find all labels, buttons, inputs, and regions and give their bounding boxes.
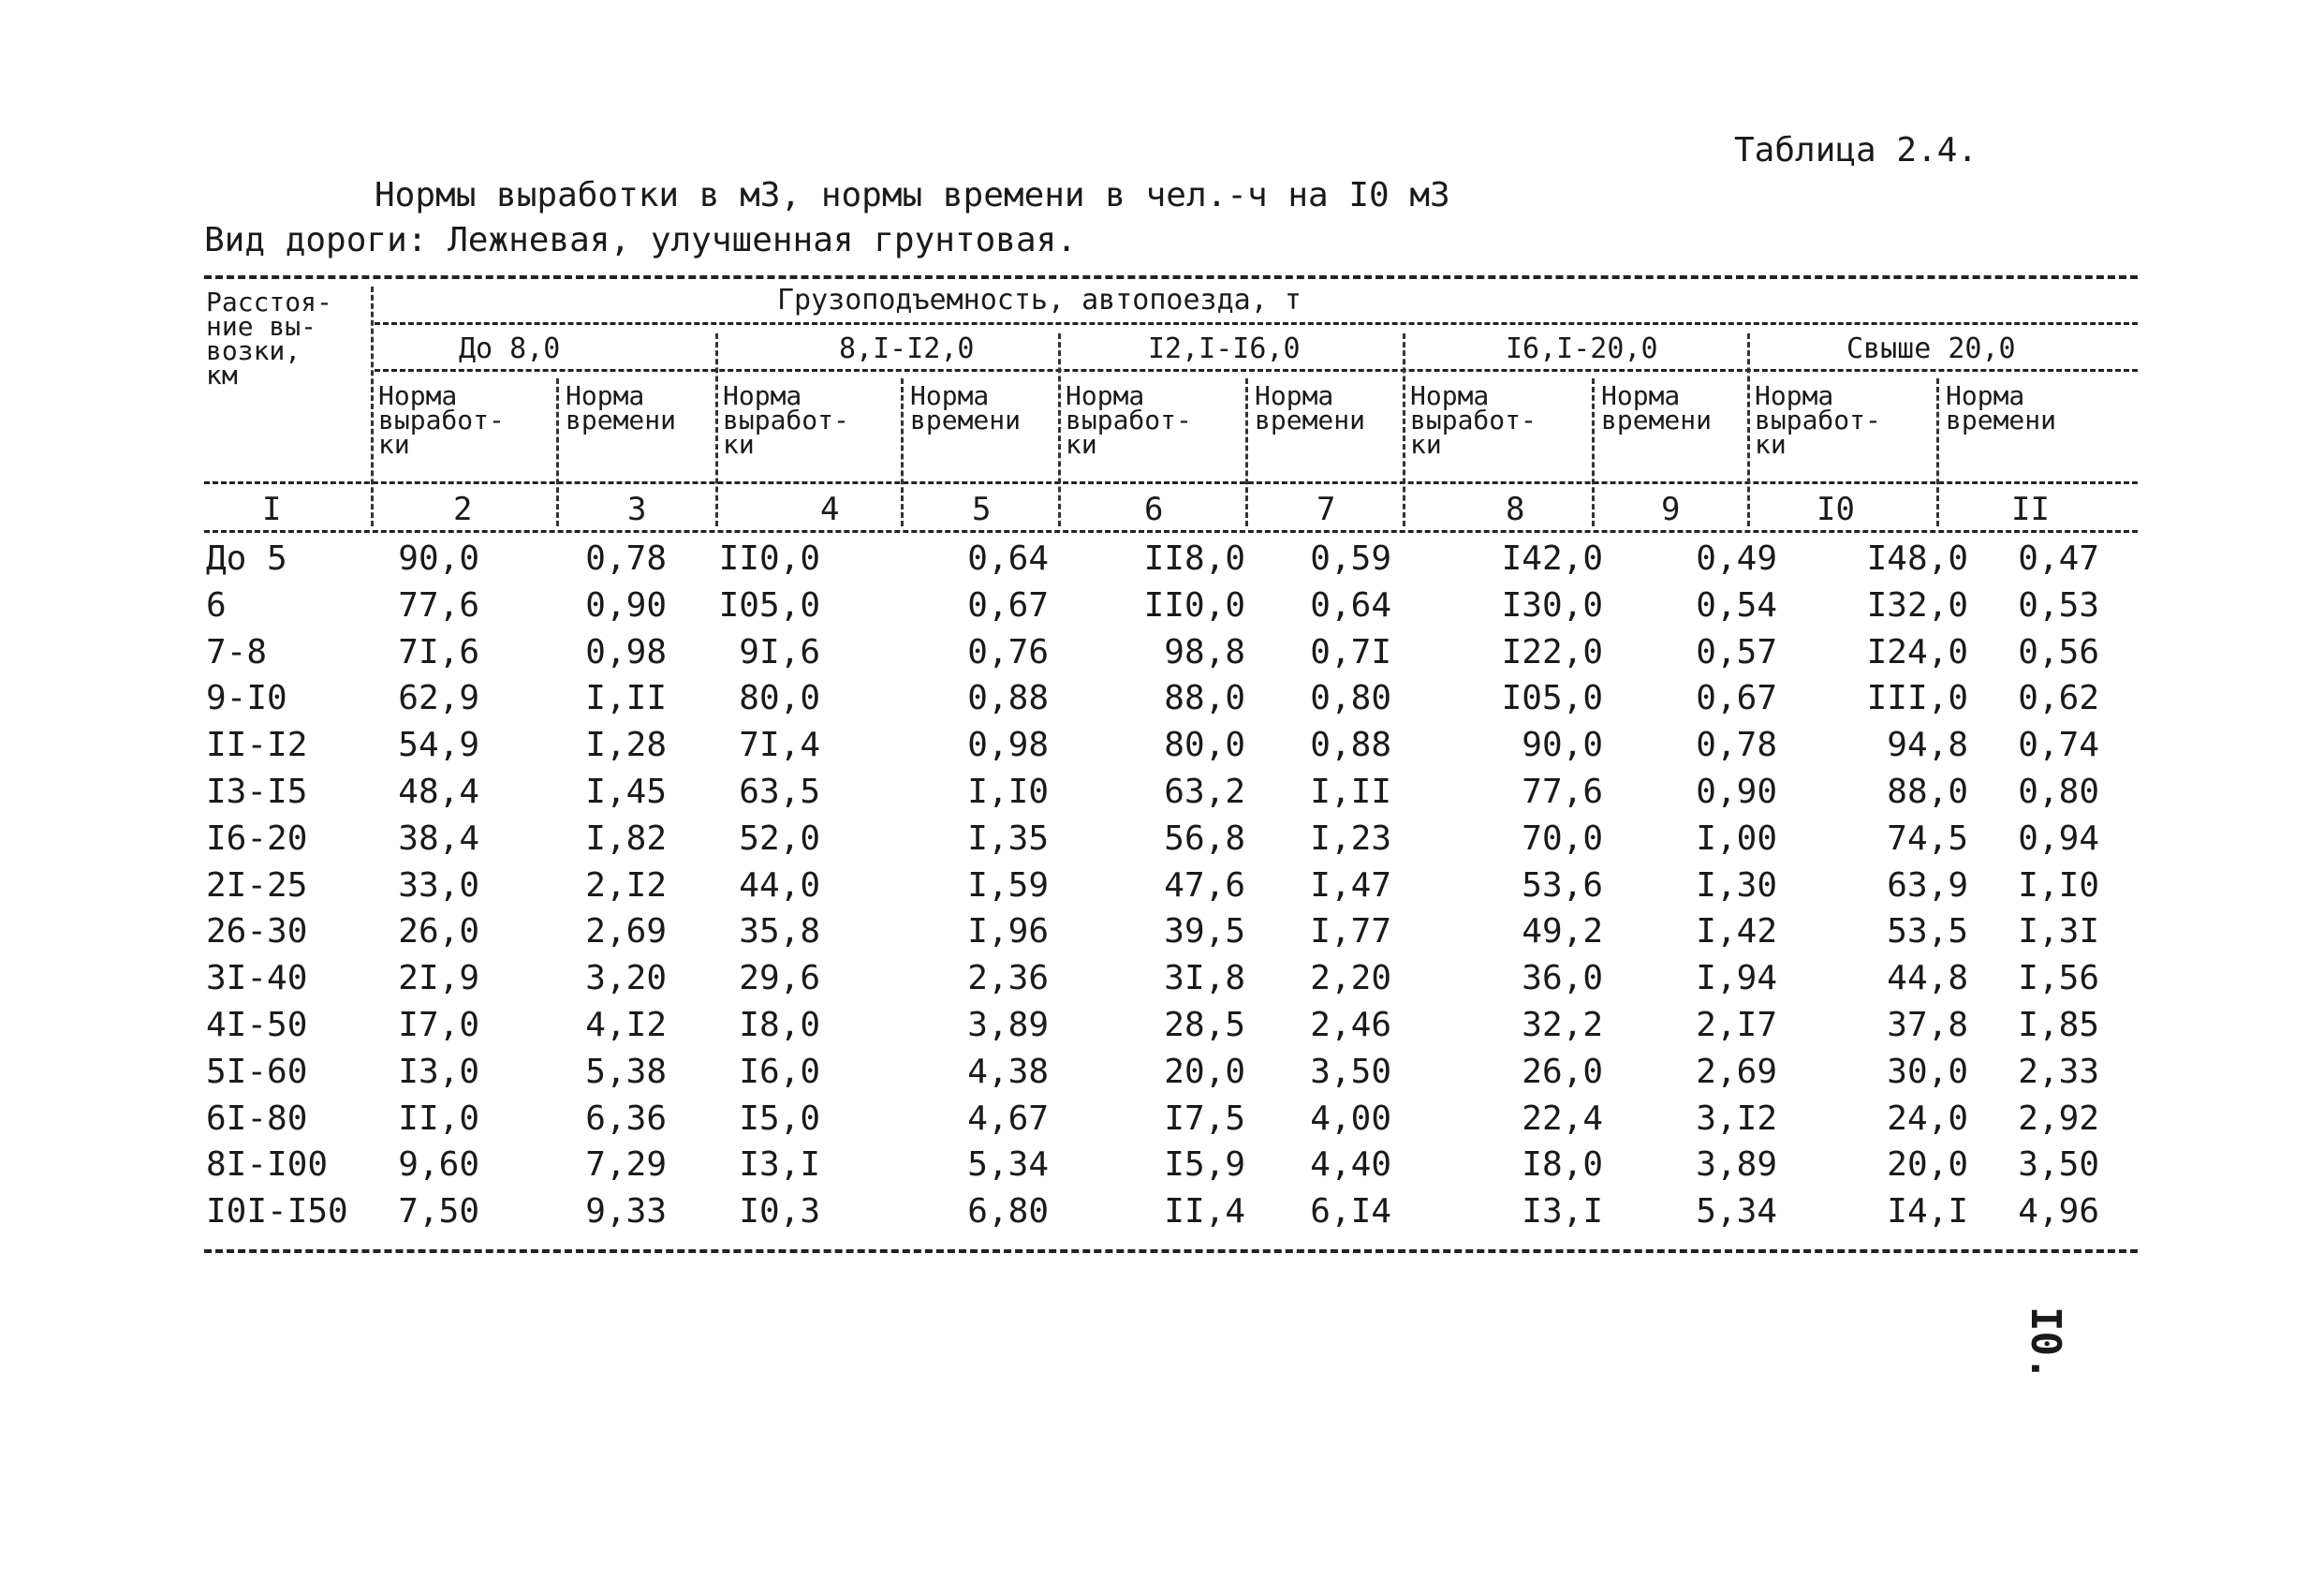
row-distance: 2I-25 [206, 865, 308, 905]
table-cell: 29,6 [739, 959, 820, 998]
col-separator [1245, 378, 1248, 526]
table-cell: I,82 [585, 819, 667, 858]
table-cell: 62,9 [398, 679, 479, 718]
table-cell: 2,92 [2018, 1099, 2099, 1138]
table-cell: 9I,6 [739, 632, 820, 671]
table-cell: 22,4 [1522, 1099, 1603, 1138]
table-cell: 0,67 [967, 585, 1049, 625]
table-cell: 0,64 [967, 539, 1049, 578]
row-distance: II-I2 [206, 726, 308, 765]
table-cell: I32,0 [1866, 585, 1968, 625]
table-cell: 7I,4 [739, 726, 820, 765]
capacity-header: Грузоподъемность, автопоезда, т [777, 284, 1302, 317]
table-cell: I,I0 [967, 773, 1049, 811]
table-cell: 80,0 [739, 679, 820, 718]
norm-time-header: Норма времени [910, 380, 1022, 435]
table-cell: 0,88 [967, 679, 1049, 718]
table-cell: 52,0 [739, 819, 820, 858]
column-number: II [2011, 491, 2050, 528]
table-cell: 0,57 [1696, 632, 1777, 671]
column-number: 8 [1506, 491, 1525, 528]
distance-header: Расстоя- ние вы- возки, км [206, 287, 332, 391]
column-number: 7 [1316, 491, 1336, 528]
table-cell: 0,56 [2018, 632, 2099, 671]
table-cell: 7,50 [398, 1192, 479, 1232]
table-cell: 2,I7 [1696, 1006, 1777, 1044]
table-cell: 0,90 [1696, 773, 1777, 811]
table-cell: I8,0 [739, 1006, 820, 1044]
table-cell: 63,2 [1164, 773, 1245, 811]
table-cell: 2,I2 [585, 865, 667, 905]
table-cell: I3,I [739, 1145, 820, 1185]
table-cell: 0,7I [1310, 632, 1391, 671]
table-cell: I4,I [1887, 1192, 1968, 1232]
table-cell: 5,38 [585, 1052, 667, 1091]
table-caption: Нормы выработки в м3, нормы времени в чел.-ч на I0 м3 [375, 176, 1450, 214]
row-distance: 26-30 [206, 912, 308, 951]
table-cell: 3I,8 [1164, 959, 1245, 998]
table-cell: I8,0 [1522, 1145, 1603, 1185]
row-distance: I3-I5 [206, 773, 308, 811]
group-header-3: I2,I-I6,0 [1148, 332, 1301, 365]
table-cell: 5,34 [1696, 1192, 1777, 1232]
column-number: I [262, 491, 282, 528]
table-cell: II,0 [398, 1099, 479, 1138]
table-label: Таблица 2.4. [1734, 131, 1978, 170]
table-cell: 88,0 [1887, 773, 1968, 811]
table-top-rule [204, 275, 2138, 279]
table-cell: 0,76 [967, 632, 1049, 671]
row-distance: 8I-I00 [206, 1145, 329, 1185]
row-distance: 3I-40 [206, 959, 308, 998]
table-cell: 0,49 [1696, 539, 1777, 578]
table-cell: 7I,6 [398, 632, 479, 671]
table-cell: 4,40 [1310, 1145, 1391, 1185]
table-cell: 3,50 [1310, 1052, 1391, 1091]
table-cell: 53,6 [1522, 865, 1603, 905]
table-cell: 44,0 [739, 865, 820, 905]
row-distance: I6-20 [206, 819, 308, 858]
table-cell: 56,8 [1164, 819, 1245, 858]
table-cell: I,3I [2018, 912, 2099, 951]
table-cell: 20,0 [1164, 1052, 1245, 1091]
table-cell: 38,4 [398, 819, 479, 858]
table-cell: 4,38 [967, 1052, 1049, 1091]
row-distance: 6I-80 [206, 1099, 308, 1138]
column-number-rule [204, 530, 2138, 533]
group-header-4: I6,I-20,0 [1506, 332, 1658, 365]
table-cell: II8,0 [1143, 539, 1245, 578]
table-cell: 0,74 [2018, 726, 2099, 765]
table-cell: 4,67 [967, 1099, 1049, 1138]
table-cell: I,I0 [2018, 865, 2099, 905]
norm-time-header: Норма времени [1255, 380, 1366, 435]
table-cell: 26,0 [1522, 1052, 1603, 1091]
table-cell: I22,0 [1501, 632, 1603, 671]
table-cell: 33,0 [398, 865, 479, 905]
column-number: 2 [453, 491, 473, 528]
table-cell: 0,53 [2018, 585, 2099, 625]
table-cell: III,0 [1866, 679, 1968, 718]
table-cell: I3,0 [398, 1052, 479, 1091]
norm-time-header: Норма времени [1601, 380, 1713, 435]
table-cell: II0,0 [1143, 585, 1245, 625]
table-cell: 30,0 [1887, 1052, 1968, 1091]
table-cell: 9,33 [585, 1192, 667, 1232]
table-cell: 54,9 [398, 726, 479, 765]
table-cell: 2,33 [2018, 1052, 2099, 1091]
table-cell: I,II [585, 679, 667, 718]
table-cell: 6,80 [967, 1192, 1049, 1232]
table-cell: 4,96 [2018, 1192, 2099, 1232]
col-separator [1058, 333, 1061, 526]
table-cell: I24,0 [1866, 632, 1968, 671]
header-rule [204, 481, 2138, 484]
table-cell: I5,9 [1164, 1145, 1245, 1185]
table-cell: I7,5 [1164, 1099, 1245, 1138]
table-cell: 3,89 [1696, 1145, 1777, 1185]
table-cell: 47,6 [1164, 865, 1245, 905]
group-header-1: До 8,0 [459, 332, 561, 365]
row-distance: 4I-50 [206, 1006, 308, 1044]
table-cell: 0,90 [585, 585, 667, 625]
norm-output-header: Норма выработ- ки [378, 380, 505, 460]
table-cell: 3,20 [585, 959, 667, 998]
table-cell: I,45 [585, 773, 667, 811]
col-separator [1936, 378, 1939, 526]
table-cell: 36,0 [1522, 959, 1603, 998]
table-cell: 53,5 [1887, 912, 1968, 951]
table-cell: I,II [1310, 773, 1391, 811]
table-cell: I,85 [2018, 1006, 2099, 1044]
table-cell: 5,34 [967, 1145, 1049, 1185]
table-cell: II0,0 [718, 539, 820, 578]
table-cell: 80,0 [1164, 726, 1245, 765]
table-cell: I3,I [1522, 1192, 1603, 1232]
row-distance: I0I-I50 [206, 1192, 348, 1232]
table-cell: 63,5 [739, 773, 820, 811]
row-distance: 6 [206, 585, 227, 625]
table-cell: I,42 [1696, 912, 1777, 951]
table-cell: I,23 [1310, 819, 1391, 858]
table-cell: I,35 [967, 819, 1049, 858]
table-cell: 0,64 [1310, 585, 1391, 625]
table-cell: 3,I2 [1696, 1099, 1777, 1138]
table-cell: 0,98 [585, 632, 667, 671]
col-separator [1403, 333, 1405, 526]
table-cell: 0,78 [585, 539, 667, 578]
table-cell: 0,54 [1696, 585, 1777, 625]
table-cell: 24,0 [1887, 1099, 1968, 1138]
row-distance: 5I-60 [206, 1052, 308, 1091]
col-separator [715, 333, 718, 526]
table-cell: II,4 [1164, 1192, 1245, 1232]
table-cell: 6,I4 [1310, 1192, 1391, 1232]
column-number: 6 [1144, 491, 1164, 528]
column-number: 9 [1661, 491, 1681, 528]
group-header-2: 8,I-I2,0 [839, 332, 975, 365]
table-cell: 2,20 [1310, 959, 1391, 998]
table-cell: 4,00 [1310, 1099, 1391, 1138]
row-distance: 7-8 [206, 632, 268, 671]
table-cell: I,94 [1696, 959, 1777, 998]
table-cell: 44,8 [1887, 959, 1968, 998]
table-cell: 0,62 [2018, 679, 2099, 718]
table-cell: 2,69 [1696, 1052, 1777, 1091]
column-number: 3 [627, 491, 647, 528]
table-cell: 2,69 [585, 912, 667, 951]
col-separator [1592, 378, 1595, 526]
table-cell: 0,80 [2018, 773, 2099, 811]
table-cell: I,59 [967, 865, 1049, 905]
row-distance: До 5 [206, 539, 287, 578]
norm-output-header: Норма выработ- ки [1755, 380, 1881, 460]
road-type: Вид дороги: Лежневая, улучшенная грунтовая. [204, 221, 1077, 259]
table-cell: 0,94 [2018, 819, 2099, 858]
table-cell: I6,0 [739, 1052, 820, 1091]
norm-output-header: Норма выработ- ки [1066, 380, 1192, 460]
page-number: I0. [2022, 1306, 2069, 1381]
table-cell: 0,59 [1310, 539, 1391, 578]
table-cell: 7,29 [585, 1145, 667, 1185]
table-cell: 26,0 [398, 912, 479, 951]
table-cell: I,56 [2018, 959, 2099, 998]
table-cell: I7,0 [398, 1006, 479, 1044]
column-number: I0 [1817, 491, 1855, 528]
capacity-rule [375, 322, 2138, 325]
table-cell: 0,47 [2018, 539, 2099, 578]
table-cell: 20,0 [1887, 1145, 1968, 1185]
table-cell: 0,80 [1310, 679, 1391, 718]
table-cell: 77,6 [398, 585, 479, 625]
table-cell: 74,5 [1887, 819, 1968, 858]
norm-time-header: Норма времени [1946, 380, 2057, 435]
table-cell: 0,78 [1696, 726, 1777, 765]
table-cell: 0,98 [967, 726, 1049, 765]
table-cell: 0,67 [1696, 679, 1777, 718]
table-cell: 63,9 [1887, 865, 1968, 905]
table-cell: 88,0 [1164, 679, 1245, 718]
table-cell: 90,0 [1522, 726, 1603, 765]
table-cell: 6,36 [585, 1099, 667, 1138]
table-cell: I,77 [1310, 912, 1391, 951]
table-cell: 2,36 [967, 959, 1049, 998]
table-bottom-rule [204, 1249, 2138, 1253]
table-cell: 77,6 [1522, 773, 1603, 811]
table-cell: I,00 [1696, 819, 1777, 858]
table-cell: 28,5 [1164, 1006, 1245, 1044]
table-cell: I,96 [967, 912, 1049, 951]
column-number: 5 [972, 491, 992, 528]
table-cell: 2,46 [1310, 1006, 1391, 1044]
norm-output-header: Норма выработ- ки [1410, 380, 1537, 460]
table-cell: 3,50 [2018, 1145, 2099, 1185]
table-cell: I,30 [1696, 865, 1777, 905]
norm-time-header: Норма времени [566, 380, 677, 435]
table-cell: I,28 [585, 726, 667, 765]
row-distance: 9-I0 [206, 679, 287, 718]
group-rule [375, 369, 2138, 372]
col-separator [556, 378, 559, 526]
table-cell: 37,8 [1887, 1006, 1968, 1044]
table-cell: 39,5 [1164, 912, 1245, 951]
norm-output-header: Норма выработ- ки [723, 380, 849, 460]
group-header-5: Свыше 20,0 [1846, 332, 2016, 365]
table-cell: 3,89 [967, 1006, 1049, 1044]
col-separator [1747, 333, 1750, 526]
table-cell: 35,8 [739, 912, 820, 951]
column-number: 4 [820, 491, 840, 528]
table-cell: 48,4 [398, 773, 479, 811]
table-cell: I5,0 [739, 1099, 820, 1138]
table-cell: I05,0 [1501, 679, 1603, 718]
table-cell: I48,0 [1866, 539, 1968, 578]
table-cell: I0,3 [739, 1192, 820, 1232]
table-cell: 4,I2 [585, 1006, 667, 1044]
table-cell: 90,0 [398, 539, 479, 578]
table-cell: 98,8 [1164, 632, 1245, 671]
table-cell: 2I,9 [398, 959, 479, 998]
table-cell: I05,0 [718, 585, 820, 625]
table-cell: 32,2 [1522, 1006, 1603, 1044]
table-cell: I42,0 [1501, 539, 1603, 578]
table-cell: 9,60 [398, 1145, 479, 1185]
col-separator [901, 378, 904, 526]
table-cell: 0,88 [1310, 726, 1391, 765]
table-cell: 70,0 [1522, 819, 1603, 858]
table-cell: 49,2 [1522, 912, 1603, 951]
col-separator [371, 287, 374, 526]
table-cell: 94,8 [1887, 726, 1968, 765]
table-cell: I30,0 [1501, 585, 1603, 625]
table-cell: I,47 [1310, 865, 1391, 905]
